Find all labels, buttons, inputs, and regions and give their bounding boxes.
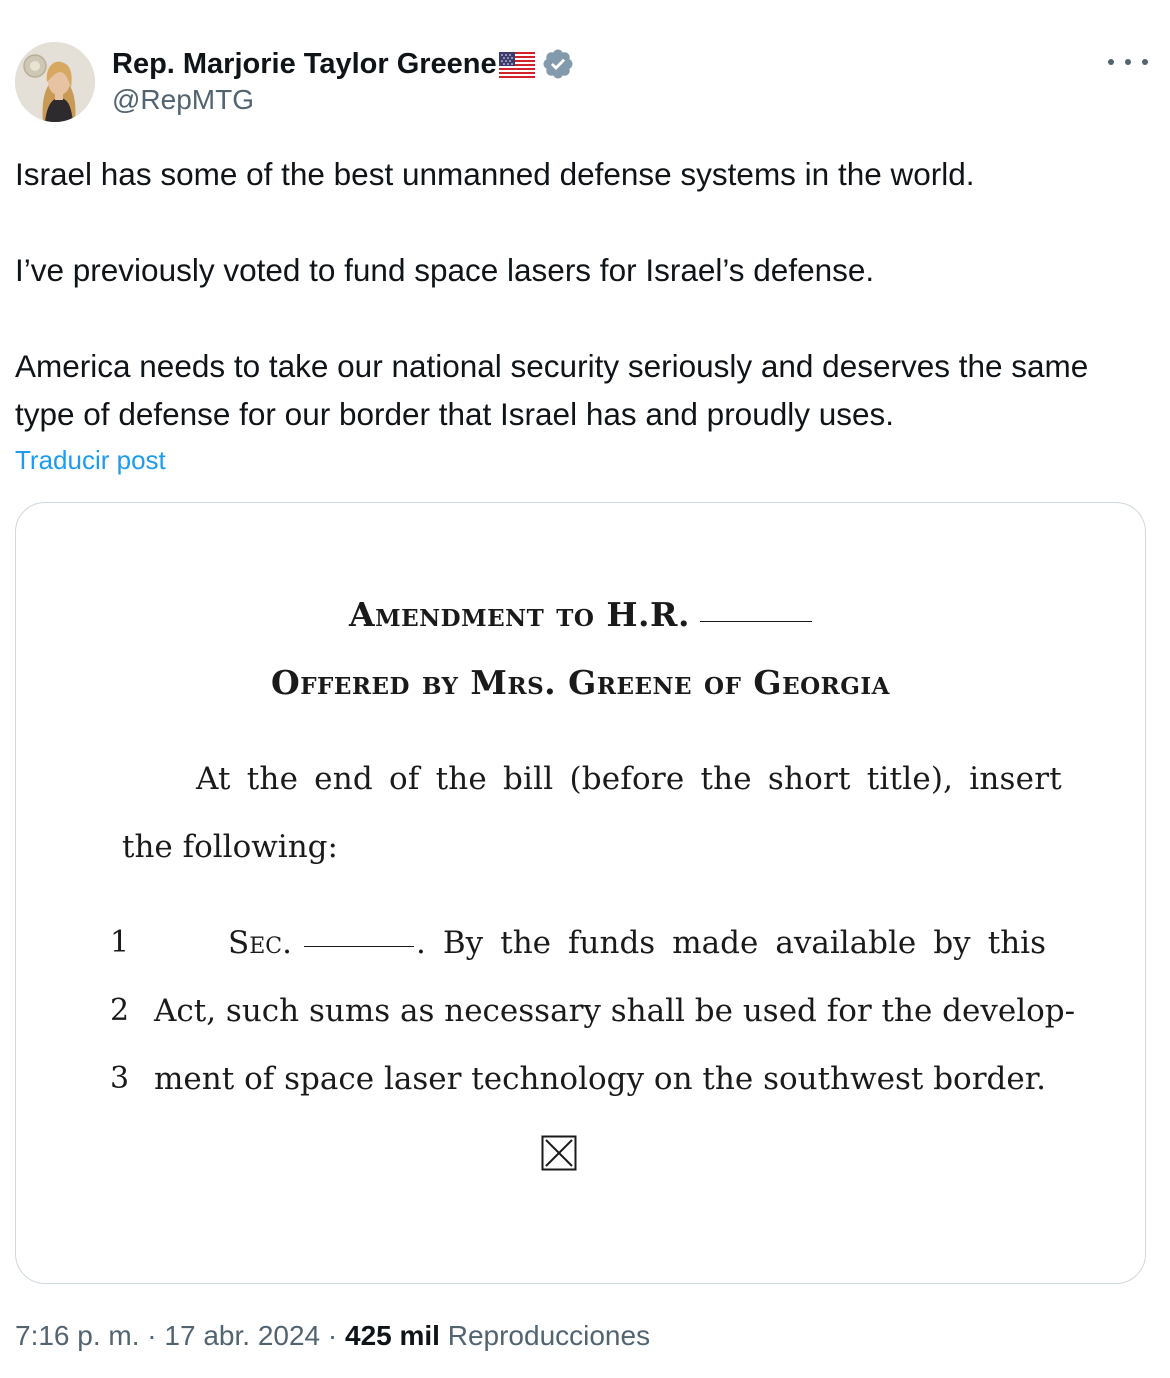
line-number: 1 <box>110 925 130 960</box>
author-handle[interactable]: @RepMTG <box>112 84 254 115</box>
tweet-metadata <box>15 1320 650 1352</box>
dot <box>1142 59 1148 65</box>
dot <box>1108 59 1114 65</box>
verified-badge-icon[interactable] <box>541 47 575 81</box>
document-line <box>154 925 1046 961</box>
end-mark-icon <box>541 1135 577 1171</box>
author-display-name[interactable]: Rep. Marjorie Taylor Greene <box>112 47 497 80</box>
document-subtitle: Offered by Mrs. Greene of Georgia <box>270 663 891 702</box>
section-label-text: Sec. <box>228 925 292 961</box>
us-flag-icon <box>499 52 535 78</box>
document-title-text: Amendment to H.R. <box>349 595 690 634</box>
more-options-icon[interactable] <box>1108 48 1148 76</box>
separator: · <box>327 1320 338 1351</box>
avatar[interactable] <box>15 42 95 122</box>
tweet-text <box>15 150 1155 438</box>
line-number: 2 <box>110 993 130 1028</box>
views-count: 425 mil <box>345 1320 440 1351</box>
views-label: Reproducciones <box>447 1320 651 1351</box>
blank-line <box>700 621 812 622</box>
document-intro-line2: the following: <box>122 829 338 865</box>
section-label <box>154 925 292 961</box>
dot <box>1125 59 1131 65</box>
blank-line <box>304 946 414 947</box>
document-line: ment of space laser technology on the southwest border. <box>154 1061 1046 1097</box>
document-line-text: . By the funds made available by this <box>415 925 1046 961</box>
document-title <box>16 595 1145 634</box>
tweet-paragraph: Israel has some of the best unmanned defense systems in the world. <box>15 156 975 192</box>
avatar-image <box>15 42 95 122</box>
document-line: Act, such sums as necessary shall be used for the develop- <box>154 993 1076 1029</box>
translate-post-link[interactable]: Traducir post <box>15 445 166 475</box>
amendment-document <box>16 503 1145 1283</box>
separator: · <box>147 1320 157 1351</box>
document-intro-line1: At the end of the bill (before the short title), insert <box>196 761 1062 797</box>
post-date[interactable]: 17 abr. 2024 <box>164 1320 321 1351</box>
author-name-row[interactable] <box>112 44 575 84</box>
post-time[interactable]: 7:16 p. m. <box>15 1320 140 1351</box>
attached-image[interactable] <box>15 502 1146 1284</box>
tweet-paragraph: America needs to take our national security seriously and deserves the same type of defense for our border that Israel has and proudly uses. <box>15 348 1089 432</box>
line-number: 3 <box>110 1061 130 1096</box>
tweet-paragraph: I’ve previously voted to fund space lasers for Israel’s defense. <box>15 252 875 288</box>
